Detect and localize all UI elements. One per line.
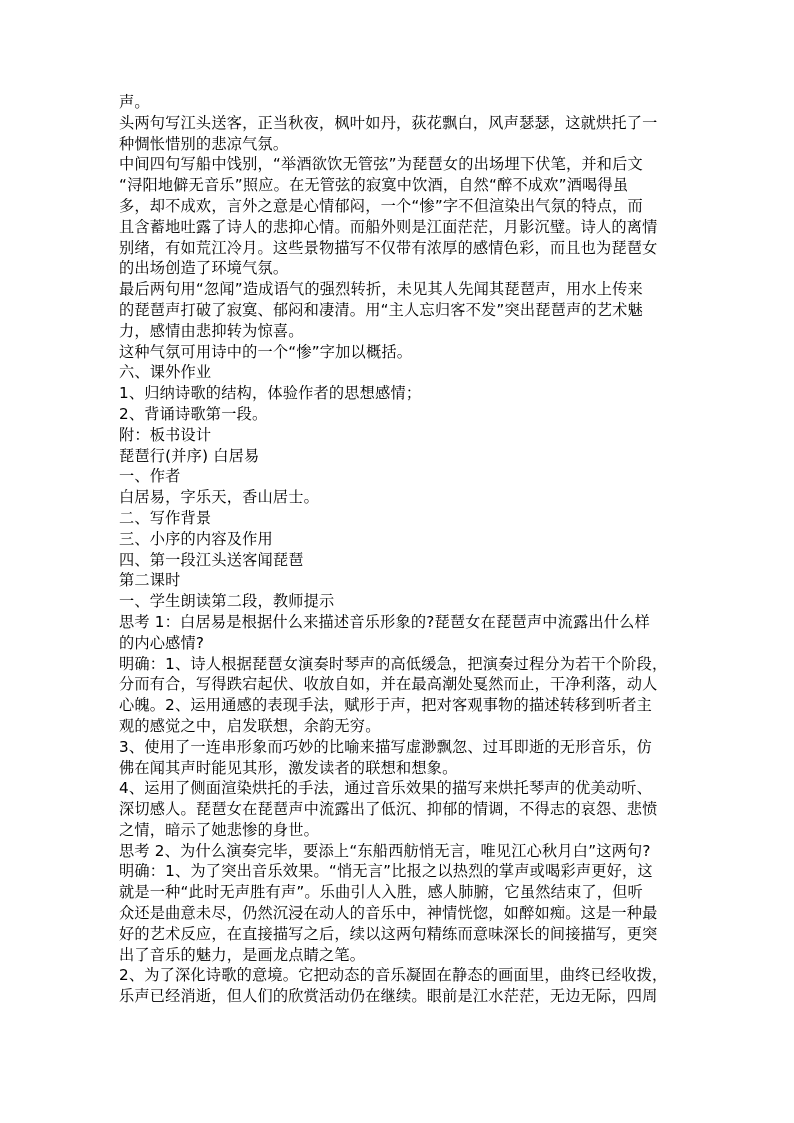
section-heading: 一、学生朗读第二段，教师提示 bbox=[119, 592, 335, 611]
text-line: 且含蓄地吐露了诗人的悲抑心情。而船外则是江面茫茫，月影沉璧。诗人的离情 bbox=[119, 217, 658, 236]
section-heading: 第二课时 bbox=[119, 571, 181, 590]
text-line: 3、使用了一连串形象而巧妙的比喻来描写虚渺飘忽、过耳即逝的无形音乐，仿 bbox=[119, 737, 653, 756]
text-line: 的琵琶声打破了寂寞、郁闷和凄清。用“主人忘归客不发”突出琵琶声的艺术魅 bbox=[119, 300, 643, 319]
text-line: 这种气氛可用诗中的一个“惨”字加以概括。 bbox=[119, 342, 413, 361]
text-line: 众还是曲意未尽，仍然沉浸在动人的音乐中，神情恍惚，如醉如痴。这是一种最 bbox=[119, 904, 658, 923]
text-line: 的出场创造了环境气氛。 bbox=[119, 259, 289, 278]
section-heading: 六、课外作业 bbox=[119, 363, 212, 382]
text-line: 思考 2、为什么演奏完毕，要添上“东船西舫悄无言，唯见江心秋月白”这两句? bbox=[119, 841, 651, 860]
text-line: 之情，暗示了她悲惨的身世。 bbox=[119, 820, 320, 839]
text-line: 思考 1：白居易是根据什么来描述音乐形象的?琵琶女在琵琶声中流露出什么样 bbox=[119, 612, 650, 631]
section-heading: 一、作者 bbox=[119, 467, 181, 486]
text-line: 头两句写江头送客，正当秋夜，枫叶如丹，荻花飘白，风声瑟瑟，这就烘托了一 bbox=[119, 113, 658, 132]
section-heading: 二、写作背景 bbox=[119, 508, 212, 527]
text-line: 种惆怅惜别的悲凉气氛。 bbox=[119, 134, 289, 153]
text-line: 明确：1、为了突出音乐效果。“悄无言”比报之以热烈的掌声或喝彩声更好，这 bbox=[119, 862, 653, 881]
text-line: 分而有合，写得跌宕起伏、收放自如，并在最高潮处戛然而止，干净利落，动人 bbox=[119, 675, 658, 694]
text-line: 出了音乐的魅力，是画龙点睛之笔。 bbox=[119, 945, 366, 964]
text-line: 多，却不成欢，言外之意是心情郁闷，一个“惨”字不但渲染出气氛的特点，而 bbox=[119, 196, 643, 215]
text-line: 的内心感情? bbox=[119, 633, 205, 652]
text-line: 力，感情由悲抑转为惊喜。 bbox=[119, 321, 304, 340]
text-line: 观的感觉之中，启发联想，余韵无穷。 bbox=[119, 716, 381, 735]
text-line: 声。 bbox=[119, 93, 150, 111]
text-line: 就是一种“此时无声胜有声”。乐曲引人入胜，感人肺腑，它虽然结束了，但听 bbox=[119, 883, 643, 902]
text-line: 深切感人。琵琶女在琵琶声中流露出了低沉、抑郁的情调，不得志的哀怨、悲愤 bbox=[119, 800, 658, 819]
text-line bbox=[119, 1007, 679, 1028]
text-line: 中间四句写船中饯别，“举酒欲饮无管弦”为琵琶女的出场埋下伏笔，并和后文 bbox=[119, 155, 643, 174]
document-page bbox=[119, 92, 679, 1028]
text-line: “浔阳地僻无音乐”照应。在无管弦的寂寞中饮酒，自然“醉不成欢”酒喝得虽 bbox=[119, 176, 629, 195]
text-line: 白居易，字乐天，香山居士。 bbox=[119, 488, 320, 507]
section-heading: 四、第一段江头送客闻琵琶 bbox=[119, 550, 304, 569]
section-heading: 附：板书设计 bbox=[119, 425, 212, 444]
text-line: 佛在闻其声时能见其形，激发读者的联想和想象。 bbox=[119, 758, 458, 777]
section-heading: 三、小序的内容及作用 bbox=[119, 529, 273, 548]
text-line: 琵琶行(并序) 白居易 bbox=[119, 446, 260, 465]
text-line: 1、归纳诗歌的结构，体验作者的思想感情； bbox=[119, 384, 422, 403]
text-line: 最后两句用“忽闻”造成语气的强烈转折，未见其人先闻其琵琶声，用水上传来 bbox=[119, 280, 643, 299]
text-line: 4、运用了侧面渲染烘托的手法，通过音乐效果的描写来烘托琴声的优美动听、 bbox=[119, 779, 653, 798]
text-line: 2、为了深化诗歌的意境。它把动态的音乐凝固在静态的画面里，曲终已经收拨， bbox=[119, 966, 668, 985]
text-line: 别绪，有如荒江冷月。这些景物描写不仅带有浓厚的感情色彩，而且也为琵琶女 bbox=[119, 238, 658, 257]
text-line: 好的艺术反应，在直接描写之后，续以这两句精练而意味深长的间接描写，更突 bbox=[119, 924, 658, 943]
text-line: 心魄。2、运用通感的表现手法，赋形于声，把对客观事物的描述转移到听者主 bbox=[119, 696, 653, 715]
text-line: 2、背诵诗歌第一段。 bbox=[119, 404, 268, 423]
text-line: 乐声已经消逝，但人们的欣赏活动仍在继续。眼前是江水茫茫，无边无际，四周 bbox=[119, 987, 658, 1006]
text-line: 明确：1、诗人根据琵琶女演奏时琴声的高低缓急，把演奏过程分为若干个阶段， bbox=[119, 654, 668, 673]
